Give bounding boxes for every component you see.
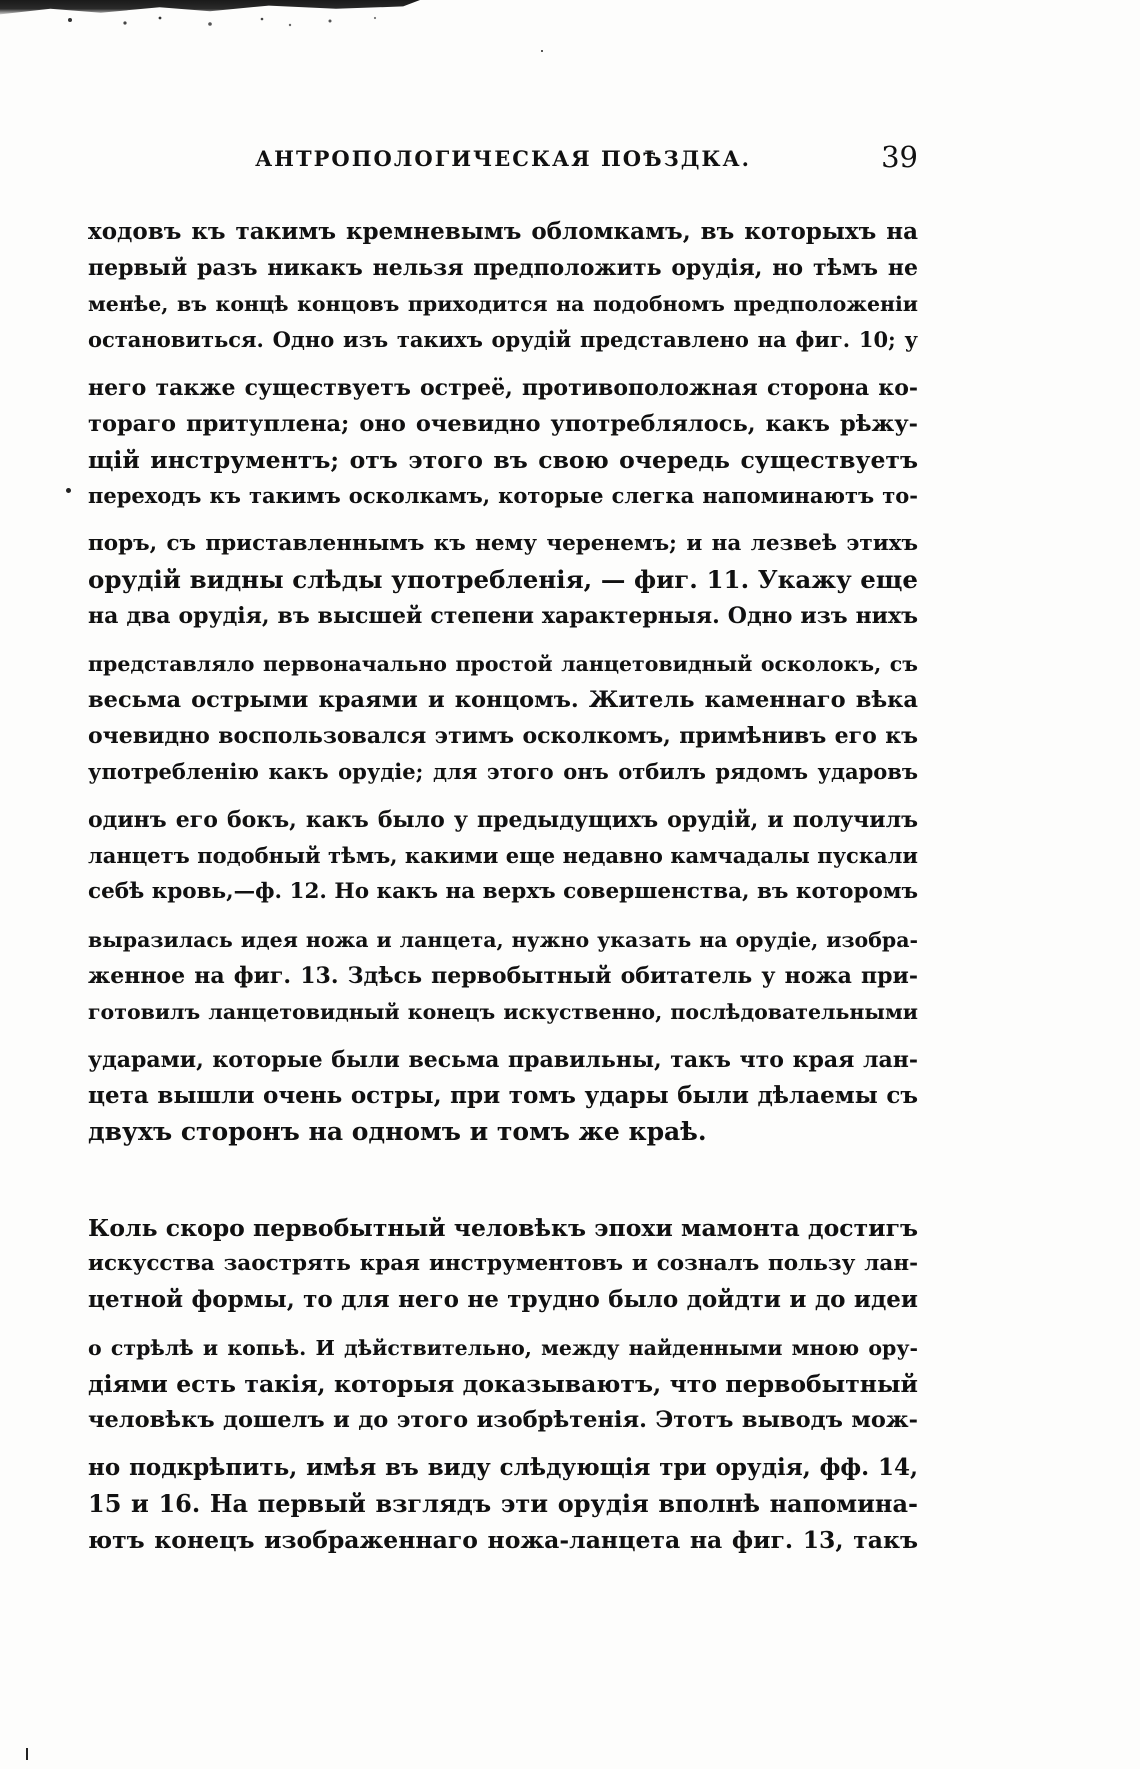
- text-line: готовилъ ланцетовидный конецъ искуственно, послѣдовательными: [88, 1000, 918, 1024]
- text-line: двухъ сторонъ на одномъ и томъ же краѣ.: [88, 1117, 707, 1146]
- stray-mark: [66, 488, 71, 493]
- scan-noise-artifact: [30, 14, 410, 28]
- text-line: на два орудія, въ высшей степени характерныя. Одно изъ нихъ: [88, 603, 918, 629]
- text-line: Коль скоро первобытный человѣкъ эпохи мамонта достигъ: [88, 1214, 918, 1242]
- text-line: искусства заострять края инструментовъ и созналъ пользу лан-: [88, 1251, 918, 1276]
- text-line: цетной формы, то для него не трудно было дойдти и до идеи: [88, 1286, 918, 1313]
- stray-mark: [541, 50, 543, 52]
- text-line: выразилась идея ножа и ланцета, нужно указать на орудіе, изобра-: [88, 928, 918, 952]
- text-line: орудій видны слѣды употребленія, — фиг. 11. Укажу еще: [88, 565, 918, 594]
- text-line: первый разъ никакъ нельзя предположить орудія, но тѣмъ не: [88, 255, 918, 281]
- text-line: но подкрѣпить, имѣя въ виду слѣдующія три орудія, фф. 14,: [88, 1454, 918, 1481]
- text-line: о стрѣлѣ и копьѣ. И дѣйствительно, между найденными мною ору-: [88, 1336, 918, 1360]
- text-line: одинъ его бокъ, какъ было у предыдущихъ орудій, и получилъ: [88, 807, 918, 833]
- text-line: весьма острыми краями и концомъ. Житель каменнаго вѣка: [88, 687, 918, 713]
- text-line: щій инструментъ; отъ этого въ свою очередь существуетъ: [88, 446, 918, 474]
- text-line: поръ, съ приставленнымъ къ нему черенемъ; и на лезвеѣ этихъ: [88, 531, 918, 556]
- page-number: 39: [881, 140, 918, 174]
- text-line: ходовъ къ такимъ кремневымъ обломкамъ, въ которыхъ на: [88, 218, 918, 245]
- text-line: остановиться. Одно изъ такихъ орудій представлено на фиг. 10; у: [88, 327, 918, 352]
- text-line: ланцетъ подобный тѣмъ, какими еще недавно камчадалы пускали: [88, 843, 918, 868]
- text-line: человѣкъ дошелъ и до этого изобрѣтенія. Этотъ выводъ мож-: [88, 1407, 918, 1433]
- text-line: менѣе, въ концѣ концовъ приходится на подобномъ предположеніи: [88, 292, 918, 316]
- stray-mark: [26, 1748, 28, 1760]
- page-header: [88, 140, 918, 180]
- text-line: него также существуетъ остреё, противоположная сторона ко-: [88, 375, 918, 401]
- text-line: тораго притуплена; оно очевидно употреблялось, какъ рѣжу-: [88, 411, 918, 437]
- text-line: цета вышли очень остры, при томъ удары были дѣлаемы съ: [88, 1082, 918, 1109]
- text-line: діями есть такія, которыя доказываютъ, что первобытный: [88, 1370, 918, 1398]
- text-line: очевидно воспользовался этимъ осколкомъ, примѣнивъ его къ: [88, 723, 918, 749]
- running-title: АНТРОПОЛОГИЧЕСКАЯ ПОѢЗДКА.: [255, 146, 751, 171]
- text-line: переходъ къ такимъ осколкамъ, которые слегка напоминаютъ то-: [88, 483, 918, 508]
- text-line: 15 и 16. На первый взглядъ эти орудія вполнѣ напомина-: [88, 1489, 918, 1518]
- text-line: ударами, которые были весьма правильны, такъ что края лан-: [88, 1047, 918, 1073]
- text-line: себѣ кровь,—ф. 12. Но какъ на верхъ совершенства, въ которомъ: [88, 879, 918, 904]
- text-line: женное на фиг. 13. Здѣсь первобытный обитатель у ножа при-: [88, 963, 918, 989]
- text-line: ютъ конецъ изображеннаго ножа-ланцета на фиг. 13, такъ: [88, 1526, 918, 1554]
- text-line: представляло первоначально простой ланцетовидный осколокъ, съ: [88, 652, 918, 676]
- text-line: употребленію какъ орудіе; для этого онъ отбилъ рядомъ ударовъ: [88, 759, 918, 784]
